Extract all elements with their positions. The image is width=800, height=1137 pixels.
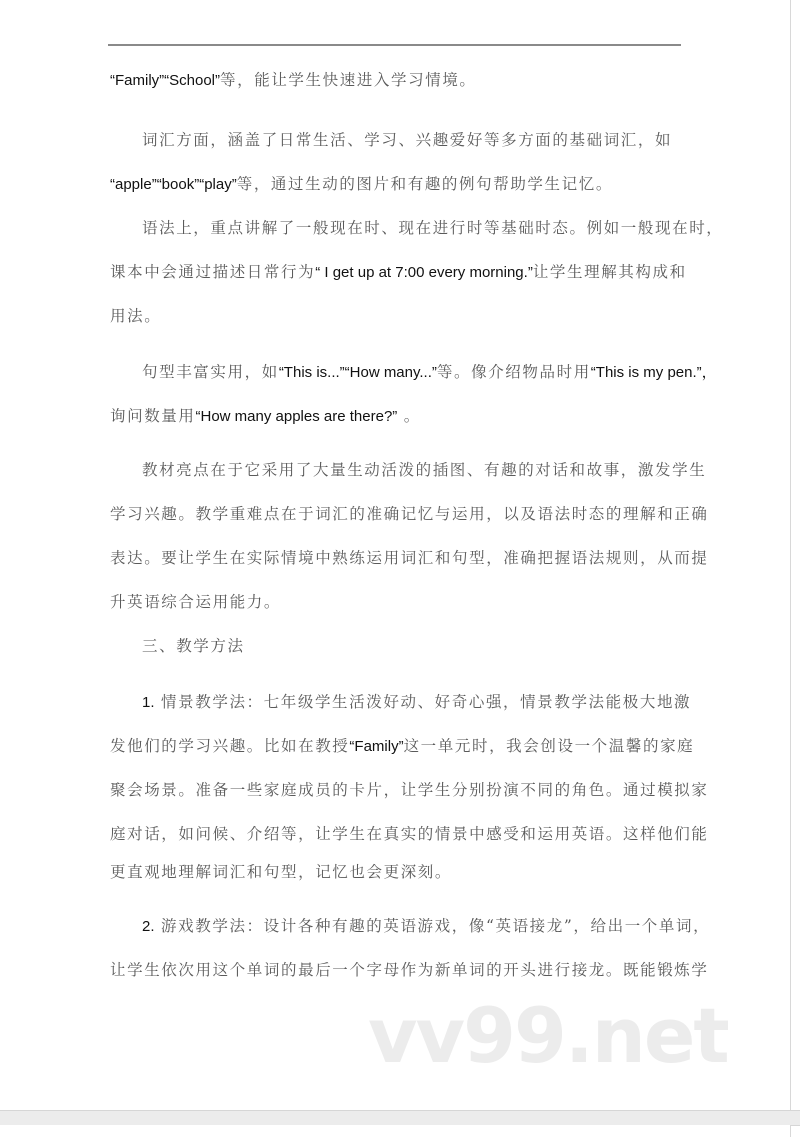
text-line: 聚会场景。准备一些家庭成员的卡片，让学生分别扮演不同的角色。通过模拟家 [110,781,709,799]
text-line: 课本中会通过描述日常行为“ I get up at 7:00 every morning.”让学生理解其构成和 [110,263,687,281]
text-line: 庭对话，如问候、介绍等，让学生在真实的情景中感受和运用英语。这样他们能 [110,825,709,843]
text-line: 用法。 [110,307,162,325]
watermark: vv99.net [368,991,728,1080]
text-line: 学习兴趣。教学重难点在于词汇的准确记忆与运用，以及语法时态的理解和正确 [110,505,709,523]
text-line: 更直观地理解词汇和句型，记忆也会更深刻。 [110,863,453,881]
text-line: 让学生依次用这个单词的最后一个字母作为新单词的开头进行接龙。既能锻炼学 [110,961,709,979]
text-line: 词汇方面，涵盖了日常生活、学习、兴趣爱好等多方面的基础词汇，如 [142,131,673,149]
text-line: 2. 游戏教学法：设计各种有趣的英语游戏，像“英语接龙”，给出一个单词， [142,917,711,935]
text-line: 升英语综合运用能力。 [110,593,282,611]
text-line: 句型丰富实用，如“This is...”“How many...”等。像介绍物品时用“This is my pen.”， [142,363,717,381]
text-line: 教材亮点在于它采用了大量生动活泼的插图、有趣的对话和故事，激发学生 [142,461,707,479]
section-heading: 三、教学方法 [142,637,245,655]
header-rule [108,44,681,46]
text-line: 1. 情景教学法：七年级学生活泼好动、好奇心强，情景教学法能极大地激 [142,693,692,711]
next-page [0,1125,791,1137]
text-line: 表达。要让学生在实际情境中熟练运用词汇和句型，准确把握语法规则，从而提 [110,549,709,567]
text-line: “apple”“book”“play”等，通过生动的图片和有趣的例句帮助学生记忆。 [110,175,613,193]
text-line: 询问数量用“How many apples are there?” 。 [110,407,421,425]
text-line: “Family”“School”等，能让学生快速进入学习情境。 [110,71,477,89]
text-line: 语法上，重点讲解了一般现在时、现在进行时等基础时态。例如一般现在时， [142,219,724,237]
text-line: 发他们的学习兴趣。比如在教授“Family”这一单元时，我会创设一个温馨的家庭 [110,737,695,755]
page-gap [0,1110,800,1126]
